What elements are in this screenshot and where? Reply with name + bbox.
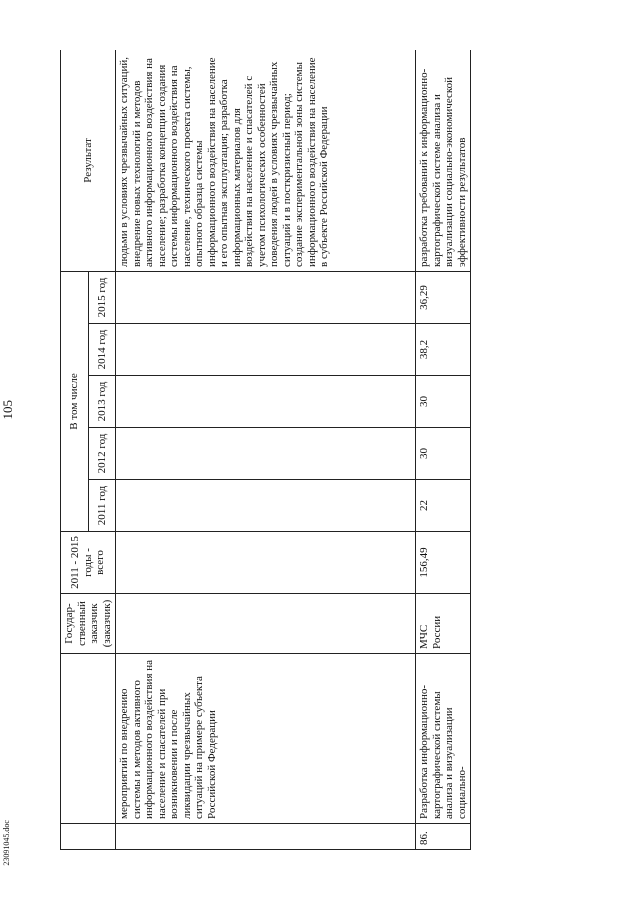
header-customer: Государ-ственный заказчик (заказчик)	[61, 594, 116, 654]
page-number: 105	[0, 400, 15, 420]
header-year-2011: 2011 год	[88, 480, 116, 532]
row-2011: 22	[416, 480, 471, 532]
row-result: разработка требований к информационно-картографической системе анализа и визуализации социально-экономической эффективности результатов	[416, 50, 471, 271]
row-2015	[116, 271, 416, 323]
row-2012: 30	[416, 428, 471, 480]
header-year-2014: 2014 год	[88, 324, 116, 376]
row-2011	[116, 480, 416, 532]
row-customer	[116, 594, 416, 654]
row-2013	[116, 376, 416, 428]
table-row	[116, 50, 416, 850]
row-customer: МЧС России	[416, 594, 471, 654]
row-name: мероприятий по внедрению системы и методов активного информационного воздействия на население и спасателей при возникновении и после ликвидации чрезвычайных ситуаций на примере субъекта Российской Федерации	[116, 654, 416, 824]
row-2012	[116, 428, 416, 480]
table-row	[416, 50, 471, 850]
row-number: 86.	[416, 824, 471, 850]
row-2013: 30	[416, 376, 471, 428]
row-2015: 36,29	[416, 271, 471, 323]
row-total: 156,49	[416, 532, 471, 594]
header-year-2012: 2012 год	[88, 428, 116, 480]
header-number	[61, 824, 116, 850]
header-year-2013: 2013 год	[88, 376, 116, 428]
row-2014: 38,2	[416, 324, 471, 376]
row-2014	[116, 324, 416, 376]
row-number	[116, 824, 416, 850]
row-result: людьми в условиях чрезвычайных ситуаций, внедрение новых технологий и методов активного информационного воздействия на население; разработка концепции создания системы информационного воздействия на население, технического проекта системы, опытного образца системы информационного воздействия на население и его опытная эксплуатация; разработка информационных материалов для воздействия на население и спасателей с учетом психологических особенностей поведения людей в условиях чрезвычайных ситуаций и в посткризисный период; создание экспериментальной зоны системы информационного воздействия на население в субъекте Российской Федерации	[116, 50, 416, 271]
rotated-page	[60, 50, 580, 850]
row-name: Разработка информационно-картографической системы анализа и визуализации социально-	[416, 654, 471, 824]
program-table-frame	[60, 50, 580, 850]
header-name	[61, 654, 116, 824]
header-year-2015: 2015 год	[88, 271, 116, 323]
header-result: Результат	[61, 50, 116, 271]
header-in-total: В том числе	[61, 271, 89, 531]
document-code: 23091045.doc	[2, 820, 11, 866]
program-table	[60, 50, 471, 850]
row-total	[116, 532, 416, 594]
header-total: 2011 - 2015 годы - всего	[61, 532, 116, 594]
